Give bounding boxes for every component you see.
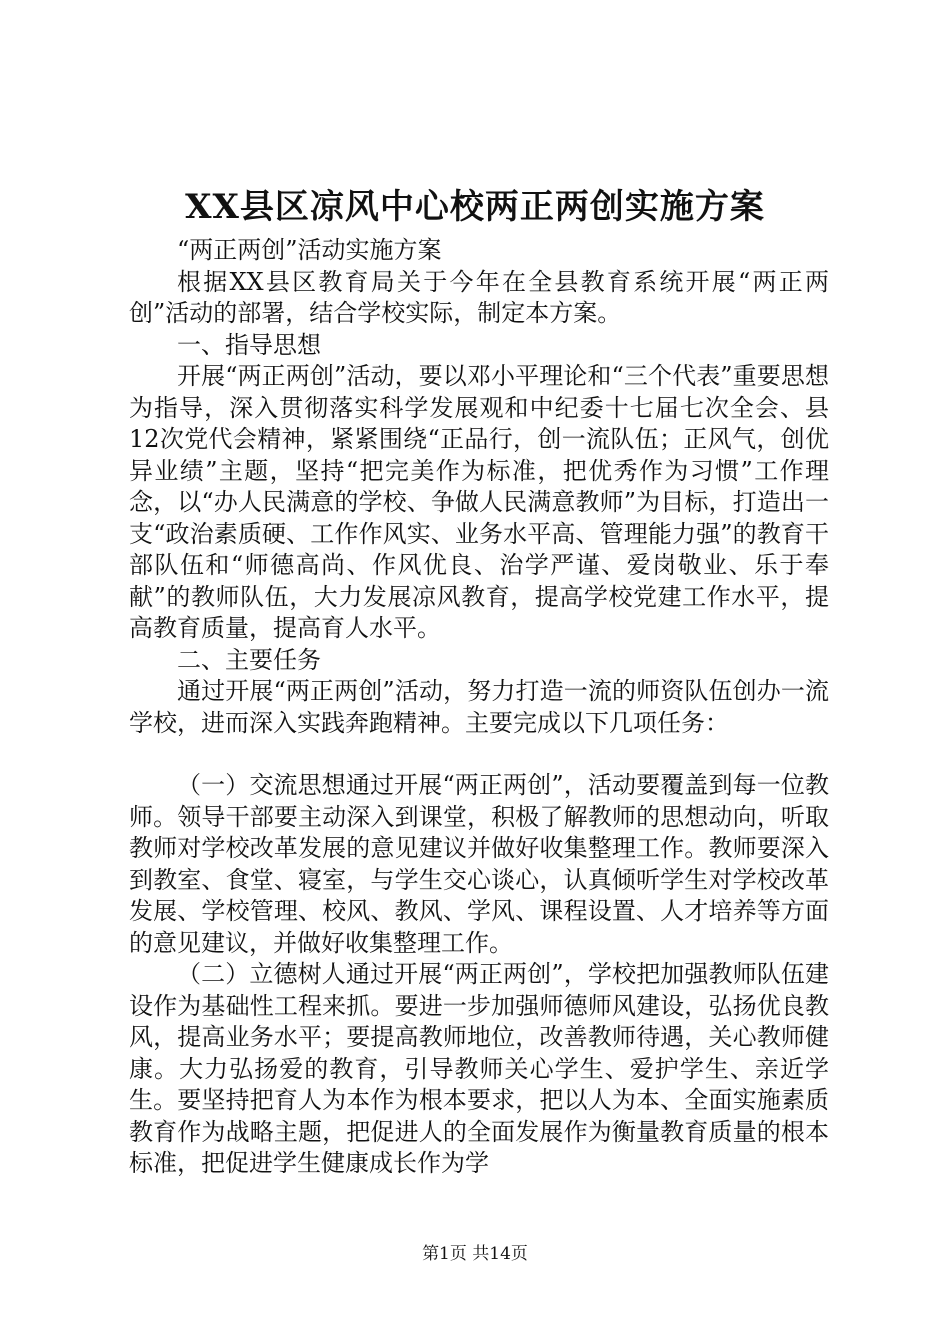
paragraph-task-1: （一）交流思想通过开展“两正两创”，活动要覆盖到每一位教师。领导干部要主动深入到课堂，积极了解教师的思想动向，听取教师对学校改革发展的意见建议并做好收集整理工作。教师要深入到教室、食堂、寝室，与学生交心谈心，认真倾听学生对学校改革发展、学校管理、校风、教风、学风、课程设置、人才培养等方面的意见建议，并做好收集整理工作。 bbox=[129, 771, 829, 957]
section-heading-guiding-thought: 一、指导思想 bbox=[177, 330, 321, 359]
document-body bbox=[129, 235, 829, 1180]
paragraph-task-2: （二）立德树人通过开展“两正两创”，学校把加强教师队伍建设作为基础性工程来抓。要进一步加强师德师风建设，弘扬优良教风，提高业务水平；要提高教师地位，改善教师待遇，关心教师健康。大力弘扬爱的教育，引导教师关心学生、爱护学生、亲近学生。要坚持把育人为本作为根本要求，把以人为本、全面实施素质教育作为战略主题，把促进人的全面发展作为衡量教育质量的根本标准，把促进学生健康成长作为学 bbox=[129, 960, 829, 1177]
page-footer: 第1页 共14页 bbox=[422, 1244, 528, 1264]
paragraph-main-tasks: 通过开展“两正两创”活动，努力打造一流的师资队伍创办一流学校，进而深入实践奔跑精神。主要完成以下几项任务： bbox=[129, 677, 829, 737]
paragraph-subtitle: “两正两创”活动实施方案 bbox=[177, 236, 442, 264]
paragraph-guiding-thought: 开展“两正两创”活动，要以邓小平理论和“三个代表”重要思想为指导，深入贯彻落实科学发展观和中纪委十七届七次全会、县12次党代会精神，紧紧围绕“正品行，创一流队伍；正风气，创优异业绩”主题，坚持“把完美作为标准，把优秀作为习惯”工作理念，以“办人民满意的学校、争做人民满意教师”为目标，打造出一支“政治素质硬、工作作风实、业务水平高、管理能力强”的教育干部队伍和“师德高尚、作风优良、治学严谨、爱岗敬业、乐于奉献”的教师队伍，大力发展凉风教育，提高学校党建工作水平，提高教育质量，提高育人水平。 bbox=[129, 362, 829, 642]
paragraph-intro: 根据XX县区教育局关于今年在全县教育系统开展“两正两创”活动的部署，结合学校实际，制定本方案。 bbox=[129, 267, 829, 327]
section-heading-main-tasks: 二、主要任务 bbox=[177, 645, 321, 674]
document-title: XX县区凉风中心校两正两创实施方案 bbox=[185, 187, 765, 227]
